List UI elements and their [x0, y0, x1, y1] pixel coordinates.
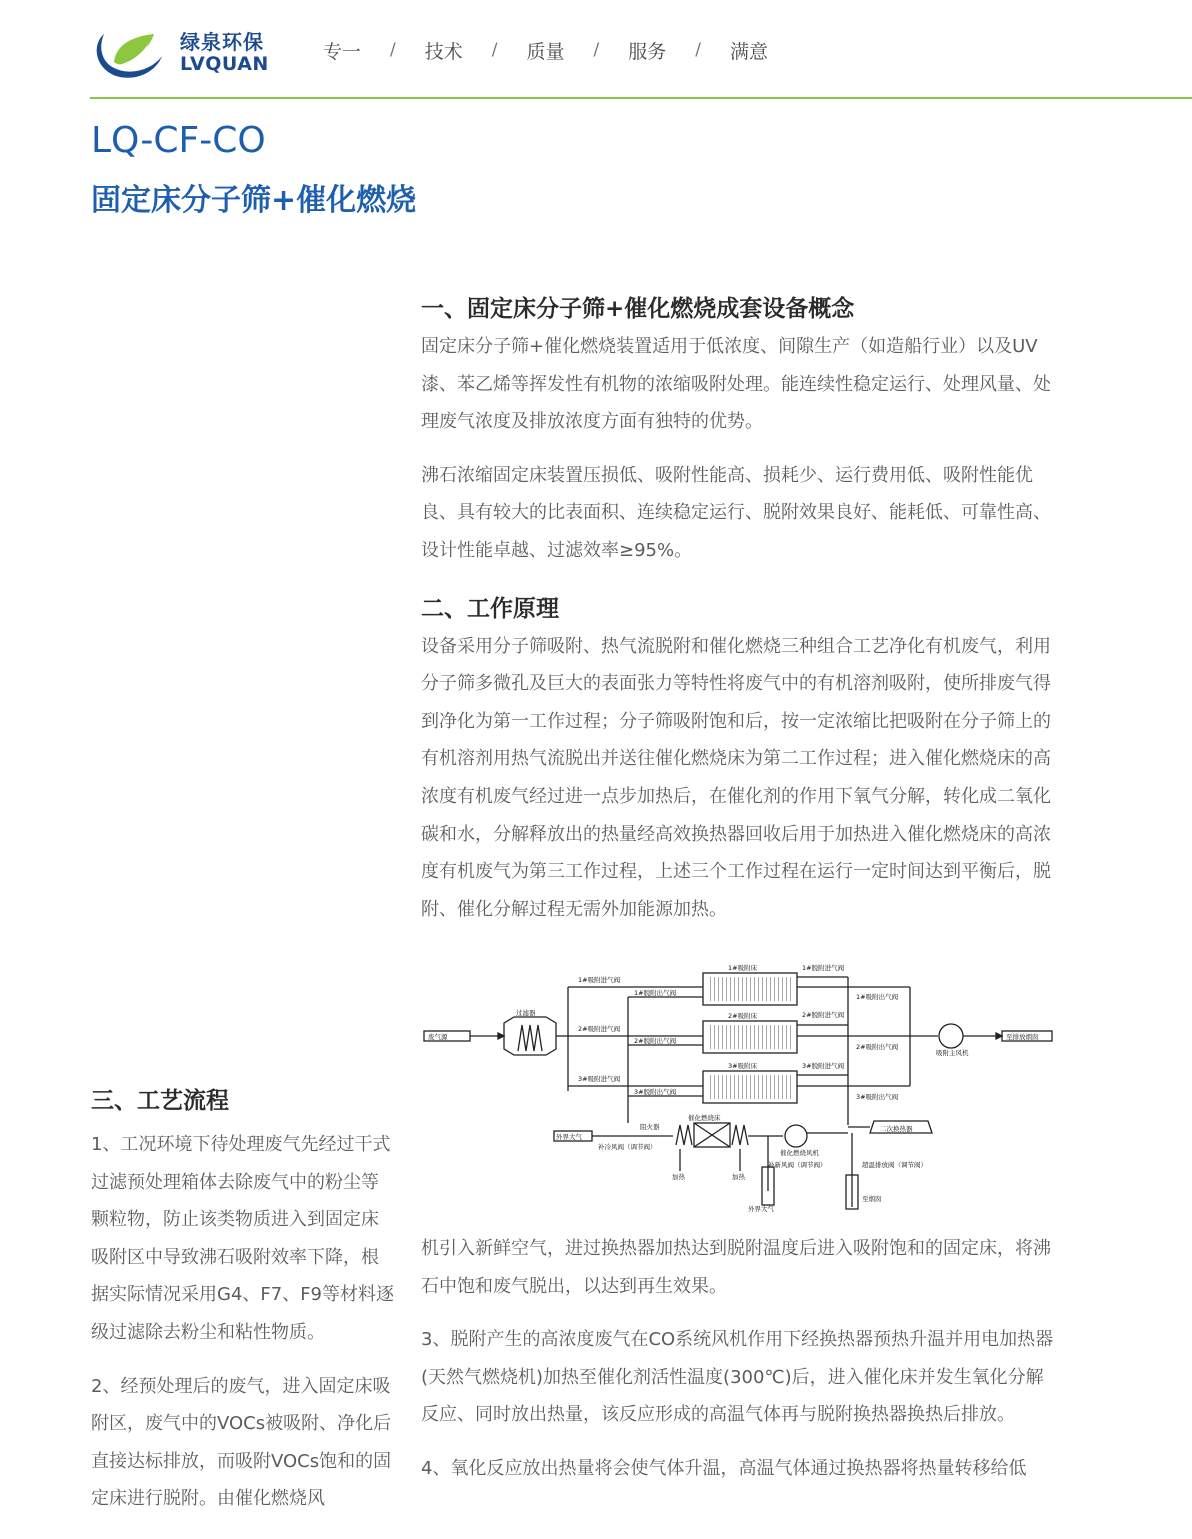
process-step-3: 3、脱附产生的高浓度废气在CO系统风机作用下经换热器预热升温并用电加热器(天然气燃烧机)加热至催化剂活性温度(300℃)后，进入催化床并发生氧化分解反应、同时放出热量，该反应形成的高温气体再与脱附换热器换热后排放。 [421, 1329, 1054, 1426]
nav-item-technology[interactable]: 技术 [424, 40, 463, 63]
concept-paragraph-1: 固定床分子筛+催化燃烧装置适用于低浓度、间隙生产（如造船行业）以及UV漆、苯乙烯等挥发性有机物的浓缩吸附处理。能连续性稳定运行、处理风量、处理废气浓度及排放浓度方面有独特的优势。 [421, 336, 1051, 433]
label-bed-3: 3#吸附床 [728, 1062, 758, 1070]
section-title-process: 三、工艺流程 [91, 1088, 229, 1114]
product-model: LQ-CF-CO [91, 120, 266, 161]
principle-paragraph: 设备采用分子筛吸附、热气流脱附和催化燃烧三种组合工艺净化有机废气，利用分子筛多微孔及巨大的表面张力等特性将废气中的有机溶剂吸附，使所排废气得到净化为第一工作过程；分子筛吸附饱和后，按一定浓缩比把吸附在分子筛上的有机溶剂用热气流脱出并送往催化燃烧床为第二工作过程；进入催化燃烧床的高浓度有机废气经过进一点步加热后，在催化剂的作用下氧气分解，转化成二氧化碳和水，分解释放出的热量经高效换热器回收后用于加热进入催化燃烧床的高浓度有机废气为第三工作过程，上述三个工作过程在运行一定时间达到平衡后，脱附、催化分解过程无需外加能源加热。 [421, 635, 1051, 920]
main-content [421, 292, 1057, 928]
brand-name-en: LVQUAN [180, 53, 269, 75]
section-title-principle: 二、工作原理 [421, 595, 559, 622]
label-bed-2: 2#吸附床 [728, 1012, 758, 1020]
concept-paragraph-2: 沸石浓缩固定床装置压损低、吸附性能高、损耗少、运行费用低、吸附性能优良、具有较大的比表面积、连续稳定运行、脱附效果良好、能耗低、可靠性高、设计性能卓越、过滤效率≥95%。 [421, 464, 1051, 561]
label-bed-1: 1#吸附床 [728, 964, 758, 972]
nav-separator: / [491, 40, 498, 60]
main-fan [939, 1024, 963, 1048]
process-step-4: 4、氧化反应放出热量将会使气体升温，高温气体通过换热器将热量转移给低 [421, 1457, 1027, 1479]
label-outside-air: 外界大气 [556, 1133, 582, 1141]
process-flow-diagram [418, 955, 1058, 1217]
label-outside-air-2: 外界大气 [748, 1205, 774, 1213]
nav-separator: / [695, 40, 701, 60]
brand-logo[interactable] [90, 22, 270, 82]
label-hx2: 二次换热器 [880, 1125, 913, 1133]
label-to-stack-2: 至烟囱 [862, 1195, 882, 1203]
section-title-concept: 一、固定床分子筛+催化燃烧成套设备概念 [421, 296, 855, 322]
label-des-out-3: 3#脱附出气阀 [634, 1088, 677, 1096]
label-in-valve-2: 2#吸附进气阀 [578, 1025, 621, 1033]
main-nav [323, 36, 768, 64]
nav-item-focus[interactable]: 专一 [323, 40, 362, 63]
label-to-stack: 至排放烟囱 [1006, 1033, 1039, 1041]
label-fresh-valve: 补新风阀（调节阀） [768, 1161, 827, 1169]
label-heater-1: 加热 [672, 1173, 685, 1181]
label-ads-out-2: 2#吸附出气阀 [856, 1043, 899, 1051]
label-catalytic-bed: 催化燃烧床 [688, 1114, 721, 1122]
process-step-2-continued: 机引入新鲜空气，进过换热器加热达到脱附温度后进入吸附饱和的固定床，将沸石中饱和废气脱出，以达到再生效果。 [421, 1238, 1051, 1297]
label-in-valve-3: 3#吸附进气阀 [578, 1075, 621, 1083]
nav-separator: / [390, 40, 396, 60]
label-cat-fan: 催化燃烧风机 [780, 1149, 819, 1157]
header-divider [90, 97, 1192, 99]
label-ads-out-1: 1#吸附出气阀 [856, 993, 899, 1001]
label-main-fan: 吸附主风机 [936, 1049, 969, 1057]
process-step-2: 2、经预处理后的废气，进入固定床吸附区，废气中的VOCs被吸附、净化后直接达标排放，而吸附VOCs饱和的固定床进行脱附。由催化燃烧风 [91, 1375, 392, 1510]
process-step-1: 1、工况环境下待处理废气先经过干式过滤预处理箱体去除废气中的粉尘等颗粒物，防止该类物质进入到固定床吸附区中导致沸石吸附效率下降，根据实际情况采用G4、F7、F9等材料逐级过滤除去粉尘和粘性物质。 [91, 1134, 395, 1343]
label-inlet: 废气源 [428, 1033, 448, 1041]
nav-item-satisfaction[interactable]: 满意 [730, 40, 769, 63]
product-name: 固定床分子筛+催化燃烧 [91, 183, 417, 218]
label-des-out-1: 1#脱附出气阀 [634, 989, 677, 997]
label-bypass-valve: 超温排放阀（调节阀） [862, 1161, 927, 1169]
label-des-out-2: 2#脱附出气阀 [634, 1037, 677, 1045]
label-filter: 过滤器 [516, 1009, 536, 1017]
catalytic-fan [785, 1125, 807, 1147]
site-header [0, 0, 1192, 98]
label-des-in-1: 1#脱附进气阀 [802, 964, 845, 972]
process-continued [421, 1230, 1057, 1488]
label-ads-out-3: 3#吸附出气阀 [856, 1093, 899, 1101]
filter-housing [504, 1017, 556, 1055]
label-cold-valve: 补冷风阀（调节阀） [598, 1143, 657, 1151]
process-section [91, 1084, 396, 1518]
label-des-in-3: 3#脱附进气阀 [802, 1062, 845, 1070]
label-in-valve-1: 1#吸附进气阀 [578, 976, 621, 984]
label-des-in-2: 2#脱附进气阀 [802, 1011, 845, 1019]
brand-name-cn: 绿泉环保 [180, 30, 264, 54]
logo-mark-icon [90, 22, 166, 82]
nav-item-quality[interactable]: 质量 [526, 40, 565, 63]
label-heater-2: 加热 [732, 1173, 745, 1181]
nav-item-service[interactable]: 服务 [628, 40, 667, 63]
label-flame-arrestor: 阻火器 [640, 1123, 660, 1131]
nav-separator: / [593, 40, 600, 60]
